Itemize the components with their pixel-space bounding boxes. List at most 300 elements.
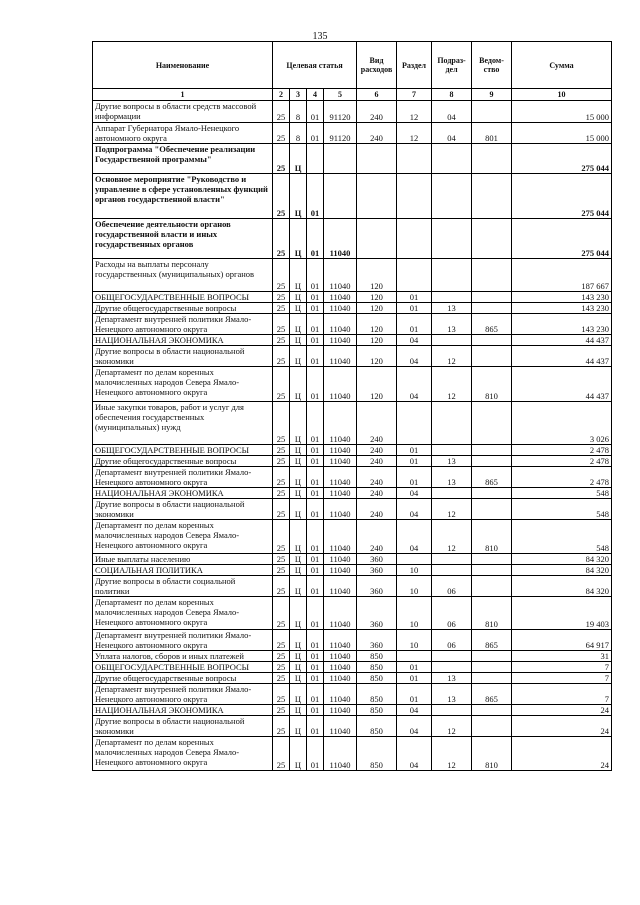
row-name: Другие общегосударственные вопросы (93, 456, 273, 467)
amount: 7 (512, 662, 612, 673)
expense-type: 240 (357, 101, 397, 123)
table-row (93, 402, 612, 445)
table-row (93, 335, 612, 346)
department-code (472, 488, 512, 499)
column-number: 4 (307, 89, 324, 101)
row-name: СОЦИАЛЬНАЯ ПОЛИТИКА (93, 565, 273, 576)
table-row (93, 576, 612, 597)
expense-type: 360 (357, 630, 397, 651)
target-code-subprogram: Ц (290, 445, 307, 456)
target-code-direction: 11040 (324, 673, 357, 684)
row-name: Другие вопросы в области средств массовой информации (93, 101, 273, 123)
expense-type (357, 144, 397, 174)
expense-type: 850 (357, 651, 397, 662)
page-number: 135 (312, 31, 328, 42)
amount: 7 (512, 673, 612, 684)
subsection-code: 13 (432, 303, 472, 314)
department-code: 810 (472, 597, 512, 630)
header-vid: Вид расходов (357, 42, 397, 89)
target-code-direction: 11040 (324, 684, 357, 705)
table-row (93, 314, 612, 335)
target-code-event: 01 (307, 314, 324, 335)
target-code-program: 25 (273, 174, 290, 219)
column-number: 6 (357, 89, 397, 101)
section-code: 04 (397, 705, 432, 716)
target-code-direction (324, 144, 357, 174)
expense-type: 120 (357, 335, 397, 346)
amount: 275 044 (512, 219, 612, 259)
target-code-event: 01 (307, 576, 324, 597)
subsection-code (432, 335, 472, 346)
expense-type: 120 (357, 259, 397, 292)
target-code-program: 25 (273, 716, 290, 737)
subsection-code (432, 402, 472, 445)
subsection-code (432, 445, 472, 456)
table-row (93, 737, 612, 771)
amount: 44 437 (512, 335, 612, 346)
expense-type: 850 (357, 662, 397, 673)
target-code-subprogram: Ц (290, 499, 307, 520)
amount: 64 917 (512, 630, 612, 651)
subsection-code: 12 (432, 716, 472, 737)
target-code-direction (324, 174, 357, 219)
row-name: Департамент внутренней политики Ямало-Ненецкого автономного округа (93, 314, 273, 335)
section-code (397, 144, 432, 174)
header-name: Наименование (93, 42, 273, 89)
row-name: Другие вопросы в области социальной политики (93, 576, 273, 597)
target-code-event: 01 (307, 367, 324, 402)
target-code-subprogram: Ц (290, 662, 307, 673)
department-code (472, 346, 512, 367)
target-code-subprogram: Ц (290, 565, 307, 576)
subsection-code: 12 (432, 520, 472, 554)
target-code-event: 01 (307, 737, 324, 771)
row-name: Другие вопросы в области национальной экономики (93, 346, 273, 367)
target-code-program: 25 (273, 554, 290, 565)
header-vedomstvo: Ведом-ство (472, 42, 512, 89)
target-code-direction: 11040 (324, 662, 357, 673)
expense-type: 240 (357, 499, 397, 520)
amount: 2 478 (512, 456, 612, 467)
target-code-event: 01 (307, 488, 324, 499)
target-code-event: 01 (307, 630, 324, 651)
target-code-subprogram: 8 (290, 101, 307, 123)
department-code (472, 335, 512, 346)
subsection-code: 04 (432, 101, 472, 123)
target-code-subprogram: Ц (290, 520, 307, 554)
target-code-program: 25 (273, 651, 290, 662)
table-row (93, 445, 612, 456)
target-code-direction: 11040 (324, 737, 357, 771)
amount: 7 (512, 684, 612, 705)
subsection-code: 12 (432, 367, 472, 402)
target-code-subprogram: Ц (290, 684, 307, 705)
department-code (472, 499, 512, 520)
section-code: 01 (397, 445, 432, 456)
amount: 44 437 (512, 367, 612, 402)
department-code (472, 651, 512, 662)
row-name: ОБЩЕГОСУДАРСТВЕННЫЕ ВОПРОСЫ (93, 445, 273, 456)
target-code-event: 01 (307, 335, 324, 346)
target-code-direction: 11040 (324, 467, 357, 488)
target-code-program: 25 (273, 314, 290, 335)
target-code-event: 01 (307, 467, 324, 488)
section-code: 01 (397, 467, 432, 488)
row-name: Департамент внутренней политики Ямало-Ненецкого автономного округа (93, 684, 273, 705)
target-code-direction: 11040 (324, 335, 357, 346)
amount: 548 (512, 499, 612, 520)
target-code-subprogram: 8 (290, 123, 307, 144)
target-code-direction: 11040 (324, 259, 357, 292)
table-row (93, 174, 612, 219)
table-row (93, 520, 612, 554)
table-row (93, 630, 612, 651)
amount: 2 478 (512, 467, 612, 488)
target-code-direction: 11040 (324, 456, 357, 467)
expense-type: 240 (357, 456, 397, 467)
target-code-subprogram: Ц (290, 673, 307, 684)
target-code-program: 25 (273, 367, 290, 402)
target-code-program: 25 (273, 597, 290, 630)
department-code (472, 402, 512, 445)
department-code (472, 576, 512, 597)
row-name: НАЦИОНАЛЬНАЯ ЭКОНОМИКА (93, 335, 273, 346)
subsection-code: 12 (432, 499, 472, 520)
target-code-subprogram: Ц (290, 651, 307, 662)
section-code: 04 (397, 488, 432, 499)
expense-type: 850 (357, 705, 397, 716)
target-code-direction: 11040 (324, 314, 357, 335)
target-code-program: 25 (273, 488, 290, 499)
target-code-program: 25 (273, 576, 290, 597)
expense-type: 850 (357, 716, 397, 737)
budget-table (92, 41, 612, 771)
row-name: ОБЩЕГОСУДАРСТВЕННЫЕ ВОПРОСЫ (93, 292, 273, 303)
table-row (93, 303, 612, 314)
target-code-direction: 11040 (324, 597, 357, 630)
section-code: 04 (397, 737, 432, 771)
amount: 84 320 (512, 576, 612, 597)
section-code (397, 259, 432, 292)
department-code (472, 716, 512, 737)
target-code-program: 25 (273, 565, 290, 576)
expense-type: 240 (357, 520, 397, 554)
target-code-event: 01 (307, 705, 324, 716)
target-code-event: 01 (307, 554, 324, 565)
row-name: Обеспечение деятельности органов государственной власти и иных государственных органов (93, 219, 273, 259)
table-row (93, 662, 612, 673)
section-code: 01 (397, 456, 432, 467)
section-code: 01 (397, 662, 432, 673)
target-code-direction: 11040 (324, 445, 357, 456)
column-number-row (93, 89, 612, 101)
target-code-subprogram: Ц (290, 716, 307, 737)
target-code-subprogram: Ц (290, 259, 307, 292)
target-code-direction: 11040 (324, 716, 357, 737)
target-code-event: 01 (307, 402, 324, 445)
target-code-subprogram: Ц (290, 219, 307, 259)
target-code-direction: 11040 (324, 292, 357, 303)
target-code-direction: 11040 (324, 367, 357, 402)
row-name: Уплата налогов, сборов и иных платежей (93, 651, 273, 662)
target-code-subprogram: Ц (290, 705, 307, 716)
target-code-event: 01 (307, 292, 324, 303)
target-code-program: 25 (273, 456, 290, 467)
table-row (93, 565, 612, 576)
target-code-event: 01 (307, 101, 324, 123)
target-code-program: 25 (273, 335, 290, 346)
row-name: ОБЩЕГОСУДАРСТВЕННЫЕ ВОПРОСЫ (93, 662, 273, 673)
amount: 548 (512, 488, 612, 499)
column-number: 10 (512, 89, 612, 101)
section-code: 10 (397, 576, 432, 597)
target-code-direction: 11040 (324, 499, 357, 520)
target-code-event: 01 (307, 565, 324, 576)
subsection-code: 12 (432, 346, 472, 367)
subsection-code (432, 174, 472, 219)
target-code-event: 01 (307, 673, 324, 684)
subsection-code (432, 705, 472, 716)
header-podrazdel: Подраз-дел (432, 42, 472, 89)
target-code-program: 25 (273, 445, 290, 456)
section-code: 10 (397, 597, 432, 630)
target-code-event: 01 (307, 346, 324, 367)
department-code (472, 673, 512, 684)
department-code (472, 144, 512, 174)
target-code-program: 25 (273, 144, 290, 174)
amount: 143 230 (512, 303, 612, 314)
subsection-code (432, 259, 472, 292)
section-code: 04 (397, 346, 432, 367)
section-code: 04 (397, 499, 432, 520)
row-name: Подпрограмма "Обеспечение реализации Государственной программы" (93, 144, 273, 174)
row-name: Департамент по делам коренных малочисленных народов Севера Ямало-Ненецкого автономного округа (93, 367, 273, 402)
target-code-program: 25 (273, 101, 290, 123)
target-code-direction: 11040 (324, 303, 357, 314)
target-code-direction: 11040 (324, 630, 357, 651)
subsection-code (432, 219, 472, 259)
target-code-subprogram: Ц (290, 456, 307, 467)
amount: 143 230 (512, 292, 612, 303)
expense-type: 240 (357, 123, 397, 144)
expense-type: 240 (357, 402, 397, 445)
table-row (93, 123, 612, 144)
subsection-code (432, 651, 472, 662)
target-code-program: 25 (273, 467, 290, 488)
target-code-subprogram: Ц (290, 576, 307, 597)
target-code-direction: 11040 (324, 520, 357, 554)
target-code-program: 25 (273, 292, 290, 303)
amount: 2 478 (512, 445, 612, 456)
expense-type: 120 (357, 292, 397, 303)
subsection-code: 13 (432, 314, 472, 335)
amount: 187 667 (512, 259, 612, 292)
row-name: Департамент по делам коренных малочисленных народов Севера Ямало-Ненецкого автономного округа (93, 520, 273, 554)
table-row (93, 144, 612, 174)
amount: 24 (512, 705, 612, 716)
department-code: 801 (472, 123, 512, 144)
table-row (93, 673, 612, 684)
amount: 15 000 (512, 123, 612, 144)
subsection-code (432, 662, 472, 673)
table-row (93, 259, 612, 292)
target-code-direction: 11040 (324, 554, 357, 565)
target-code-subprogram: Ц (290, 737, 307, 771)
subsection-code: 13 (432, 684, 472, 705)
department-code (472, 303, 512, 314)
expense-type: 850 (357, 737, 397, 771)
target-code-direction: 11040 (324, 402, 357, 445)
expense-type: 850 (357, 673, 397, 684)
target-code-event: 01 (307, 219, 324, 259)
target-code-subprogram: Ц (290, 488, 307, 499)
department-code (472, 565, 512, 576)
section-code: 01 (397, 673, 432, 684)
expense-type: 120 (357, 303, 397, 314)
department-code (472, 662, 512, 673)
row-name: Департамент по делам коренных малочисленных народов Севера Ямало-Ненецкого автономного округа (93, 737, 273, 771)
amount: 548 (512, 520, 612, 554)
section-code (397, 554, 432, 565)
section-code: 04 (397, 335, 432, 346)
table-row (93, 292, 612, 303)
target-code-event: 01 (307, 662, 324, 673)
row-name: Аппарат Губернатора Ямало-Ненецкого автономного округа (93, 123, 273, 144)
target-code-direction: 11040 (324, 488, 357, 499)
row-name: Другие общегосударственные вопросы (93, 303, 273, 314)
target-code-program: 25 (273, 630, 290, 651)
section-code: 04 (397, 520, 432, 554)
department-code: 810 (472, 520, 512, 554)
section-code: 10 (397, 565, 432, 576)
table-row (93, 716, 612, 737)
target-code-program: 25 (273, 737, 290, 771)
table-row (93, 554, 612, 565)
section-code: 01 (397, 292, 432, 303)
row-name: Иные закупки товаров, работ и услуг для обеспечения государственных (муниципальных) нужд (93, 402, 273, 445)
section-code: 01 (397, 684, 432, 705)
section-code: 10 (397, 630, 432, 651)
table-row (93, 367, 612, 402)
target-code-event: 01 (307, 174, 324, 219)
table-row (93, 101, 612, 123)
target-code-subprogram: Ц (290, 303, 307, 314)
subsection-code: 12 (432, 737, 472, 771)
target-code-program: 25 (273, 684, 290, 705)
row-name: Иные выплаты населению (93, 554, 273, 565)
target-code-event: 01 (307, 651, 324, 662)
target-code-subprogram: Ц (290, 174, 307, 219)
header-row (93, 42, 612, 89)
target-code-program: 25 (273, 662, 290, 673)
target-code-direction: 11040 (324, 576, 357, 597)
column-number: 9 (472, 89, 512, 101)
target-code-program: 25 (273, 705, 290, 716)
row-name: Другие общегосударственные вопросы (93, 673, 273, 684)
target-code-direction: 11040 (324, 705, 357, 716)
amount: 275 044 (512, 144, 612, 174)
target-code-subprogram: Ц (290, 467, 307, 488)
department-code: 810 (472, 367, 512, 402)
target-code-program: 25 (273, 499, 290, 520)
column-number: 3 (290, 89, 307, 101)
subsection-code (432, 554, 472, 565)
amount: 31 (512, 651, 612, 662)
target-code-event: 01 (307, 456, 324, 467)
table-row (93, 467, 612, 488)
expense-type: 120 (357, 314, 397, 335)
expense-type: 240 (357, 445, 397, 456)
table-row (93, 597, 612, 630)
target-code-event: 01 (307, 499, 324, 520)
target-code-event: 01 (307, 684, 324, 705)
section-code (397, 651, 432, 662)
subsection-code (432, 292, 472, 303)
subsection-code: 13 (432, 673, 472, 684)
target-code-direction: 11040 (324, 651, 357, 662)
department-code (472, 174, 512, 219)
target-code-subprogram: Ц (290, 554, 307, 565)
target-code-event (307, 144, 324, 174)
row-name: Другие вопросы в области национальной экономики (93, 716, 273, 737)
target-code-event: 01 (307, 445, 324, 456)
amount: 84 320 (512, 565, 612, 576)
section-code (397, 402, 432, 445)
target-code-event: 01 (307, 716, 324, 737)
expense-type (357, 174, 397, 219)
target-code-program: 25 (273, 303, 290, 314)
expense-type: 120 (357, 367, 397, 402)
department-code: 865 (472, 684, 512, 705)
amount: 24 (512, 737, 612, 771)
expense-type: 850 (357, 684, 397, 705)
subsection-code: 13 (432, 456, 472, 467)
target-code-subprogram: Ц (290, 335, 307, 346)
expense-type: 360 (357, 597, 397, 630)
section-code: 04 (397, 716, 432, 737)
row-name: Основное мероприятие "Руководство и управление в сфере установленных функций органов государственной власти" (93, 174, 273, 219)
column-number: 7 (397, 89, 432, 101)
table-row (93, 346, 612, 367)
target-code-subprogram: Ц (290, 144, 307, 174)
target-code-event: 01 (307, 259, 324, 292)
row-name: Департамент внутренней политики Ямало-Ненецкого автономного округа (93, 467, 273, 488)
row-name: НАЦИОНАЛЬНАЯ ЭКОНОМИКА (93, 488, 273, 499)
department-code (472, 705, 512, 716)
target-code-subprogram: Ц (290, 630, 307, 651)
subsection-code: 06 (432, 597, 472, 630)
row-name: Департамент внутренней политики Ямало-Ненецкого автономного округа (93, 630, 273, 651)
amount: 19 403 (512, 597, 612, 630)
section-code: 01 (397, 314, 432, 335)
target-code-program: 25 (273, 673, 290, 684)
section-code: 01 (397, 303, 432, 314)
amount: 3 026 (512, 402, 612, 445)
table-row (93, 219, 612, 259)
target-code-program: 25 (273, 219, 290, 259)
department-code (472, 445, 512, 456)
target-code-subprogram: Ц (290, 402, 307, 445)
table-row (93, 456, 612, 467)
department-code (472, 259, 512, 292)
target-code-program: 25 (273, 123, 290, 144)
amount: 275 044 (512, 174, 612, 219)
target-code-event: 01 (307, 520, 324, 554)
expense-type: 240 (357, 488, 397, 499)
subsection-code (432, 144, 472, 174)
table-row (93, 488, 612, 499)
subsection-code (432, 488, 472, 499)
